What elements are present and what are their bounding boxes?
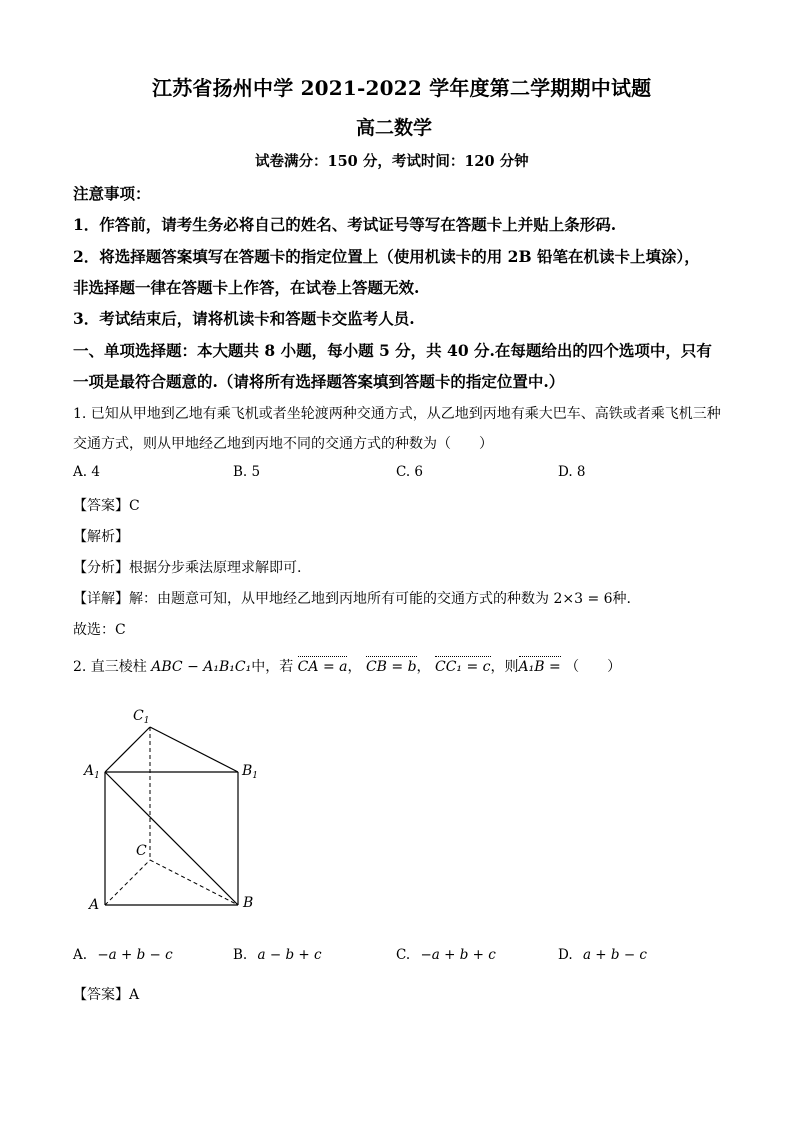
vertex-label-a: A <box>89 897 100 913</box>
q2-option-d <box>558 947 647 963</box>
q2-condition-2: CB = b <box>365 659 417 675</box>
q2-option-d-expr: a + b − c <box>582 947 647 963</box>
page-subtitle: 高二数学 <box>356 117 433 139</box>
edge-c1-b1 <box>150 727 238 772</box>
q1-stem-line1: 1. 已知从甲地到乙地有乘飞机或者坐轮渡两种交通方式，从乙地到丙地有乘大巴车、高铁或者乘飞机三种 <box>73 406 721 422</box>
q2-answer <box>73 984 139 1004</box>
q1-xiangjie <box>73 588 631 608</box>
q1-option-b: B. 5 <box>233 464 261 480</box>
q2-option-c <box>396 947 496 963</box>
vertex-label-c: C <box>136 843 147 859</box>
vertex-label-c1: $C_1$ <box>133 708 150 726</box>
page-title: 江苏省扬州中学 2021-2022 学年度第二学期期中试题 <box>152 76 652 100</box>
triangular-prism-figure <box>80 700 280 920</box>
q1-answer-value: C <box>129 498 140 514</box>
q2-condition-3: CC₁ = c <box>434 659 491 675</box>
q2-target: A₁B = <box>518 659 561 675</box>
notes-item-3: 3．考试结束后，请将机读卡和答题卡交监考人员. <box>73 309 415 328</box>
q2-option-b <box>233 947 322 963</box>
q1-choose-value: C <box>115 622 126 638</box>
q2-condition-1: CA = a <box>297 659 348 675</box>
notes-heading: 注意事项： <box>73 184 151 203</box>
q2-paren: （ ） <box>565 659 622 675</box>
q1-choose-label: 故选： <box>73 622 115 638</box>
vertex-label-b1: $B_1$ <box>242 763 259 781</box>
q2-then: ，则 <box>490 659 519 675</box>
q1-option-a: A. 4 <box>73 464 100 480</box>
edge-a1-c1 <box>105 727 150 772</box>
q2-answer-value: A <box>129 987 140 1003</box>
hidden-edge-a-c <box>105 860 150 905</box>
q1-fenxi <box>73 557 301 577</box>
q1-xiangjie-text: 解：由题意可知，从甲地经乙地到丙地所有可能的交通方式的种数为 <box>129 591 549 607</box>
q1-option-c: C. 6 <box>396 464 424 480</box>
q2-option-b-label: B. <box>233 947 248 963</box>
q2-option-a-expr: −a + b − c <box>97 947 173 963</box>
notes-item-1: 1．作答前，请考生务必将自己的姓名、考试证号等写在答题卡上并贴上条形码. <box>73 215 617 234</box>
q1-stem-line2: 交通方式，则从甲地经乙地到丙地不同的交通方式的种数为（ ） <box>73 436 493 452</box>
notes-item-2b: 非选择题一律在答题卡上作答，在试卷上答题无效. <box>73 278 420 297</box>
q2-stem: 2. 直三棱柱 ABC − A₁B₁C₁中，若 CA = a， CB = b， CC₁ = c，则A₁B = （ ） <box>73 659 622 675</box>
section1-line2: 一项是最符合题意的.（请将所有选择题答案填到答题卡的指定位置中.） <box>73 372 565 391</box>
section1-line1: 一、单项选择题：本大题共 8 小题，每小题 5 分，共 40 分.在每题给出的四个选项中，只有 <box>73 341 712 360</box>
hidden-edge-c-b <box>150 860 238 905</box>
q1-xiangjie-label: 【详解】 <box>73 591 129 607</box>
q2-option-a-label: A. <box>73 947 88 963</box>
q1-xiangjie-expr: 2×3 = 6 <box>553 591 613 607</box>
q2-prism: ABC − A₁B₁C₁ <box>151 659 252 675</box>
q1-answer-label: 【答案】 <box>73 498 129 514</box>
q2-option-d-label: D. <box>558 947 573 963</box>
vertex-label-b: B <box>243 895 254 911</box>
q2-option-b-expr: a − b + c <box>257 947 322 963</box>
q1-xiangjie-end: 种. <box>612 591 631 607</box>
q1-analysis-label: 【解析】 <box>73 529 129 545</box>
q1-fenxi-label: 【分析】 <box>73 560 129 576</box>
q1-fenxi-text: 根据分步乘法原理求解即可. <box>129 560 302 576</box>
vertex-label-a1: $A_1$ <box>84 763 100 781</box>
exam-info: 试卷满分：150 分，考试时间：120 分钟 <box>255 153 529 170</box>
q2-option-c-expr: −a + b + c <box>420 947 496 963</box>
notes-item-2a: 2．将选择题答案填写在答题卡的指定位置上（使用机读卡的用 2B 铅笔在机读卡上填涂）， <box>73 247 700 266</box>
q2-answer-label: 【答案】 <box>73 987 129 1003</box>
q1-answer <box>73 495 140 515</box>
q2-prefix: 2. 直三棱柱 <box>73 659 147 675</box>
q2-option-a <box>73 947 173 963</box>
q1-choose <box>73 619 126 639</box>
q2-middle: 中，若 <box>251 659 294 675</box>
q1-option-d: D. 8 <box>558 464 586 480</box>
q2-option-c-label: C. <box>396 947 411 963</box>
